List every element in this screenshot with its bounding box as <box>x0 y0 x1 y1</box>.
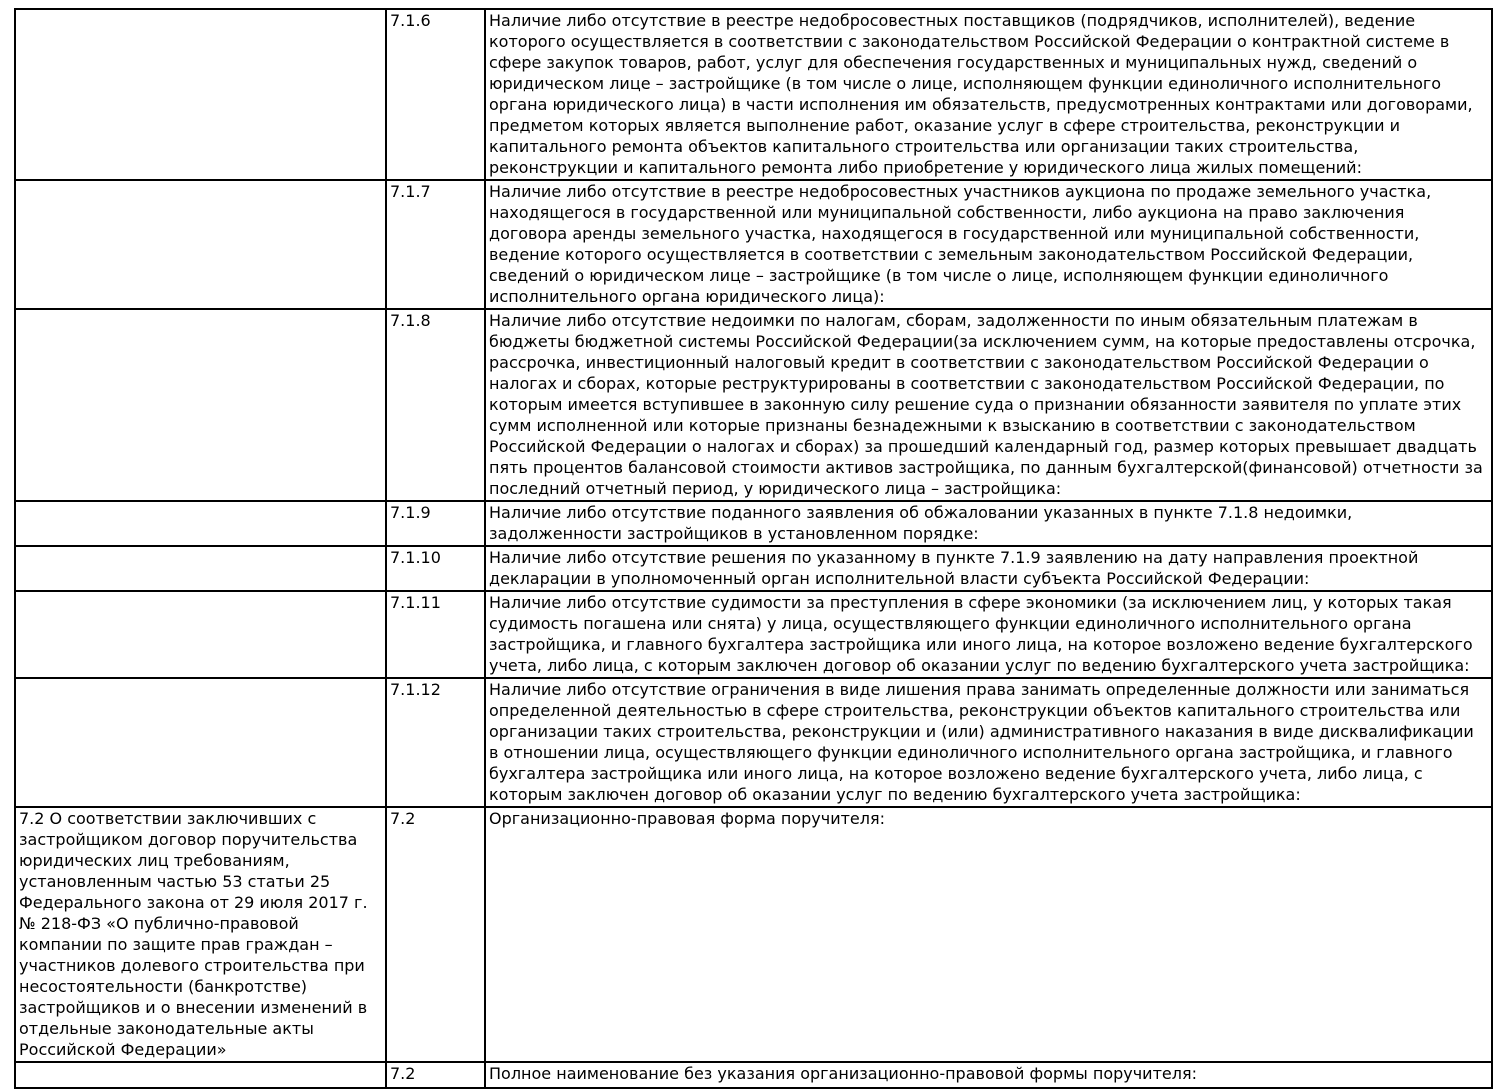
section-cell <box>15 678 386 807</box>
section-cell <box>15 591 386 678</box>
item-text: Полное наименование без указания организационно-правовой формы поручителя: <box>485 1062 1492 1088</box>
item-number: 7.1.10 <box>386 546 485 591</box>
section-cell <box>15 9 386 180</box>
item-number: 7.2 <box>386 807 485 1062</box>
declaration-table <box>14 8 1493 1089</box>
table-row <box>15 546 1492 591</box>
table-row <box>15 591 1492 678</box>
item-number: 7.1.8 <box>386 309 485 501</box>
table-row <box>15 309 1492 501</box>
item-text: Наличие либо отсутствие в реестре недобросовестных участников аукциона по продаже земельного участка, находящегося в государственной или муниципальной собственности, либо аукциона на право заключения договора аренды земельного участка, находящегося в государственной или муниципальной собственности, ведение которого осуществляется в соответствии с земельным законодательством Российской Федерации, сведений о юридическом лице – застройщике (в том числе о лице, исполняющем функции единоличного исполнительного органа юридического лица): <box>485 180 1492 309</box>
item-text: Наличие либо отсутствие решения по указанному в пункте 7.1.9 заявлению на дату направления проектной декларации в уполномоченный орган исполнительной власти субъекта Российской Федерации: <box>485 546 1492 591</box>
table-row <box>15 1062 1492 1088</box>
table-row <box>15 501 1492 546</box>
table-row <box>15 9 1492 180</box>
section-cell <box>15 309 386 501</box>
item-text: Наличие либо отсутствие судимости за преступления в сфере экономики (за исключением лиц, у которых такая судимость погашена или снята) у лица, осуществляющего функции единоличного исполнительного органа застройщика, и главного бухгалтера застройщика или иного лица, на которое возложено ведение бухгалтерского учета, либо лица, с которым заключен договор об оказании услуг по ведению бухгалтерского учета застройщика: <box>485 591 1492 678</box>
item-text: Наличие либо отсутствие недоимки по налогам, сборам, задолженности по иным обязательным платежам в бюджеты бюджетной системы Российской Федерации(за исключением сумм, на которые предоставлены отсрочка, рассрочка, инвестиционный налоговый кредит в соответствии с законодательством Российской Федерации о налогах и сборах, которые реструктурированы в соответствии с законодательством Российской Федерации, по которым имеется вступившее в законную силу решение суда о признании обязанности заявителя по уплате этих сумм исполненной или которые признаны безнадежными к взысканию в соответствии с законодательством Российской Федерации о налогах и сборах) за прошедший календарный год, размер которых превышает двадцать пять процентов балансовой стоимости активов застройщика, по данным бухгалтерской(финансовой) отчетности за последний отчетный период, у юридического лица – застройщика: <box>485 309 1492 501</box>
section-cell <box>15 180 386 309</box>
item-number: 7.1.9 <box>386 501 485 546</box>
item-number: 7.1.11 <box>386 591 485 678</box>
section-cell <box>15 546 386 591</box>
table-row <box>15 180 1492 309</box>
section-cell <box>15 501 386 546</box>
item-text: Организационно-правовая форма поручителя: <box>485 807 1492 1062</box>
section-cell <box>15 1062 386 1088</box>
section-cell: 7.2 О соответствии заключивших с застройщиком договор поручительства юридических лиц требованиям, установленным частью 53 статьи 25 Федерального закона от 29 июля 2017 г. № 218-ФЗ «О публично-правовой компании по защите прав граждан – участников долевого строительства при несостоятельности (банкротстве) застройщиков и о внесении изменений в отдельные законодательные акты Российской Федерации» <box>15 807 386 1062</box>
item-number: 7.2 <box>386 1062 485 1088</box>
item-text: Наличие либо отсутствие ограничения в виде лишения права занимать определенные должности или заниматься определенной деятельностью в сфере строительства, реконструкции объектов капитального строительства или организации таких строительства, реконструкции и (или) административного наказания в виде дисквалификации в отношении лица, осуществляющего функции единоличного исполнительного органа застройщика, и главного бухгалтера застройщика или иного лица, на которое возложено ведение бухгалтерского учета, либо лица, с которым заключен договор об оказании услуг по ведению бухгалтерского учета застройщика: <box>485 678 1492 807</box>
item-text: Наличие либо отсутствие поданного заявления об обжаловании указанных в пункте 7.1.8 недоимки, задолженности застройщиков в установленном порядке: <box>485 501 1492 546</box>
item-number: 7.1.12 <box>386 678 485 807</box>
table-row <box>15 807 1492 1062</box>
table-row <box>15 678 1492 807</box>
item-number: 7.1.6 <box>386 9 485 180</box>
item-text: Наличие либо отсутствие в реестре недобросовестных поставщиков (подрядчиков, исполнителей), ведение которого осуществляется в соответствии с законодательством Российской Федерации о контрактной системе в сфере закупок товаров, работ, услуг для обеспечения государственных и муниципальных нужд, сведений о юридическом лице – застройщике (в том числе о лице, исполняющем функции единоличного исполнительного органа юридического лица) в части исполнения им обязательств, предусмотренных контрактами или договорами, предметом которых является выполнение работ, оказание услуг в сфере строительства, реконструкции и капитального ремонта объектов капитального строительства или организации таких строительства, реконструкции и капитального ремонта либо приобретение у юридического лица жилых помещений: <box>485 9 1492 180</box>
item-number: 7.1.7 <box>386 180 485 309</box>
